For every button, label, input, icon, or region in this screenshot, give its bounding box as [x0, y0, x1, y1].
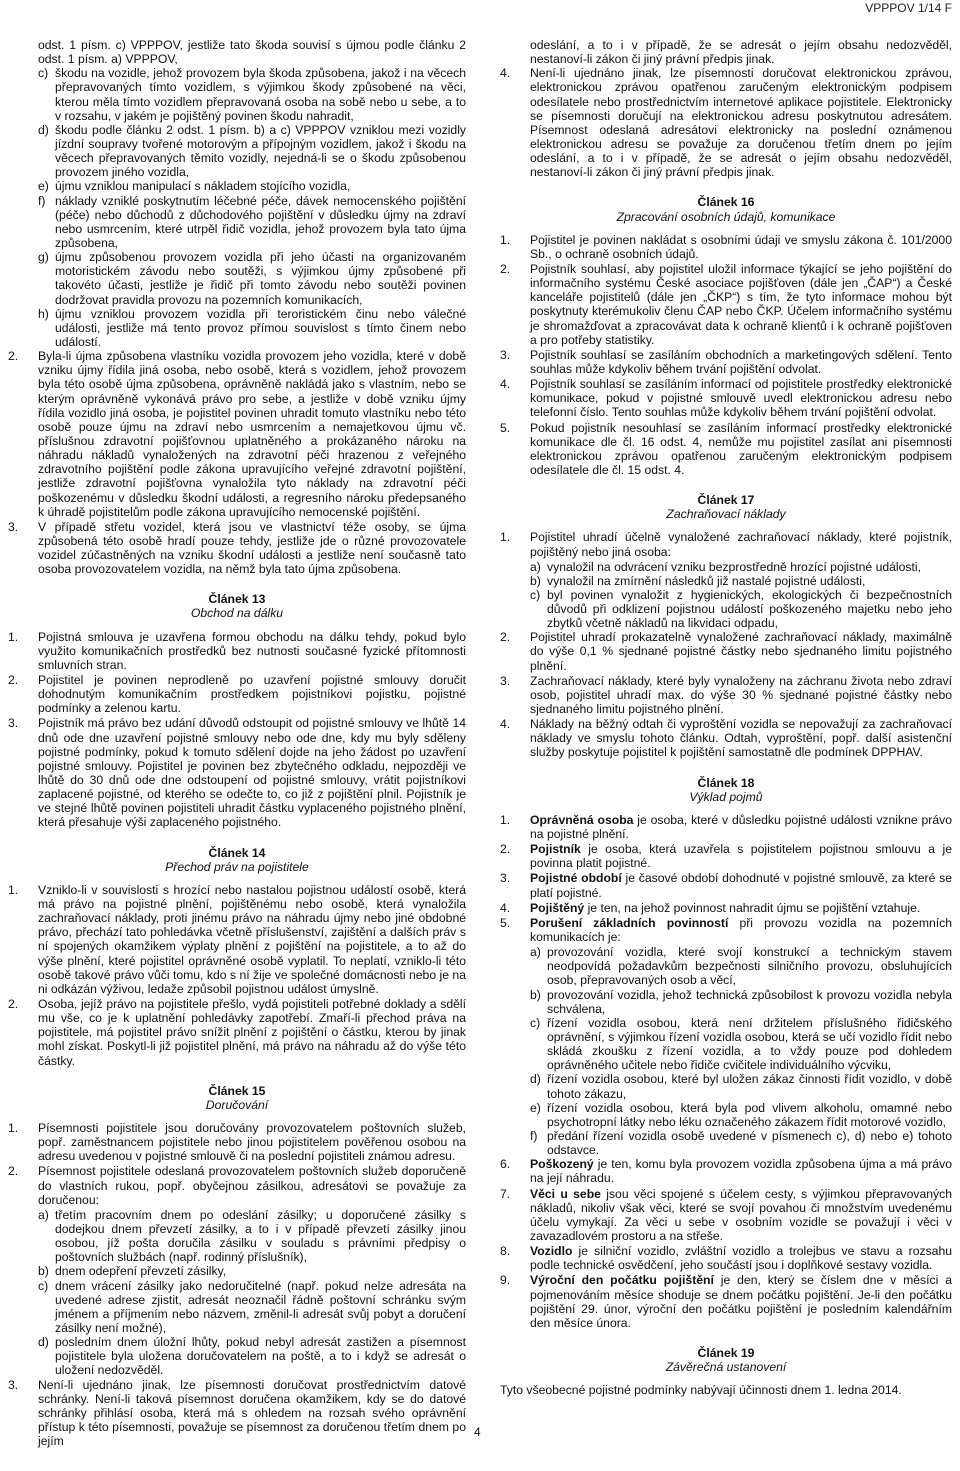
list-item: d) posledním dnem úložní lhůty, pokud nebyl adresát zastižen a písemnost pojistitele byla uložena doručovatelem na poště, a to i když se adresát o uložení nedozvěděl. — [38, 1335, 466, 1378]
list-item: 1. Pojistitel uhradí účelně vynaložené zachraňovací náklady, které pojistník, pojištěný nebo jiná osoba: — [500, 530, 952, 559]
definition-item: 1. Oprávněná osoba je osoba, které v důsledku pojistné události vznikne právo na pojistné plnění. — [500, 812, 952, 842]
article-18-heading: Článek 18 Výklad pojmů — [689, 775, 763, 804]
list-item: 3. Zachraňovací náklady, které byly vynaloženy na záchranu života nebo zdraví osob, pojistitel uhradí max. do výše 30 % sjednané pojistné částky nebo sjednaného limitu pojistného plnění. — [500, 673, 952, 717]
list-item: 4. Náklady na běžný odtah či vyproštění vozidla se nepovažují za zachraňovací náklady ve smyslu tohoto článku. Odtah, vyproštění, popř. další asistenční služby poskytuje pojistitel k pojištění samostatně dle podmínek DPPHAV. — [500, 717, 952, 760]
article-17-heading: Článek 17 Zachraňovací náklady — [666, 493, 786, 522]
article-13-heading: Článek 13 Obchod na dálku — [190, 592, 284, 621]
definition-item: 3. Pojistné období je časové období dohodnuté v pojistné smlouvě, za které se platí pojistné. — [500, 871, 953, 900]
final-provision-text: Tyto všeobecné pojistné podmínky nabývají účinnosti dnem 1. ledna 2014. — [500, 1383, 902, 1398]
list-item: h) újmu vzniklou provozem vozidla při teroristickém činu nebo válečné události, jestliže má tento provoz přímou souvislost s tímto činem nebo událostí. — [38, 306, 466, 349]
list-item: a) třetím pracovním dnem po odeslání zásilky; u doporučené zásilky s dodejkou dnem převzetí zásilky, a to i v případě převzetí zásilky jinou osobou, jíž pošta doručila zásilku v souladu s právními předpisy o poštovních službách (např. rodinný příslušník), — [38, 1207, 466, 1265]
list-item: a) vynaložil na odvrácení vzniku bezprostředně hrozící pojistné události, — [530, 559, 921, 574]
definition-item: 8. Vozidlo je silniční vozidlo, zvláštní vozidlo a trolejbus ve stavu a rozsahu podle technické osvědčení, jeho součástí jsou i doplňkové sestavy vozidla. — [500, 1244, 952, 1273]
list-item: c) řízení vozidla osobou, která není držitelem příslušného řidičského oprávnění, s výjimkou řízení vozidla osobou, která se učí vozidlo řídit nebo skládá zkoušku z řízení vozidla, a to vždy pouze pod dohledem oprávněného učitele nebo řidiče cvičitele individuálního výcviku, — [530, 1015, 952, 1073]
list-item: 2. Byla-li újma způsobena vlastníku vozidla provozem jeho vozidla, které v době vzniku újmy řídila jiná osoba, nebo osobě, která s vozidlem, jehož provozem byla této osobě újma způsobena, oprávněně nakládá jako s vlastním, nebo se kterým oprávněně vykonává právo pro sebe, a jestliže v době vzniku újmy řídila vozidlo jiná osoba, je pojistitel povinen uhradit tomuto vlastníku nebo této osobě pouze újmu na zdraví nebo usmrcením a nemajetkovou újmu vč. příslušnou zdravotní pojišťovnou uplatněného a prokázaného nároku na náhradu nákladů vynaložených na zdravotní péči hrazenou z veřejného zdravotního pojištění podle zákona upravujícího veřejné zdravotní pojištění, jestliže zdravotní pojišťovna vynaložila tyto náklady na zdravotní péči poškozenému v důsledku škodní události, a regresního nároku předepsaného k úhradě pojistitelům podle zákona upravujícího nemocenské pojištění. — [8, 349, 466, 519]
definition-item: 9. Výroční den počátku pojištění je den, který se číslem dne v měsíci a pojmenováním měsíce shoduje se dnem počátku pojištění. Je-li den počátku pojištění 29. únor, výroční den počátku pojištění je posledním kalendářním den měsíce února. — [500, 1273, 952, 1330]
article-19-heading: Článek 19 Závěrečná ustanovení — [665, 1345, 787, 1375]
list-item: 2. Pojistník souhlasí, aby pojistitel uložil informace týkající se jeho pojištění do informačního systému České asociace pojišťoven (dále jen „ČAP“) a České kanceláře pojistitelů (dále jen „ČKP“) s tím, že tyto informace mohou být poskytnuty kterémukoliv členu ČAP nebo ČKP. Účelem informačního systému je shromažďovat a zpracovávat data k ochraně klientů i k ochraně pojišťoven a pro potřeby statistiky. — [500, 261, 952, 347]
list-item: b) provozování vozidla, jehož technická způsobilost k provozu vozidla nebyla schválena, — [530, 987, 952, 1016]
article-14-heading: Článek 14 Přechod práv na pojistitele — [165, 845, 309, 874]
left-column — [8, 38, 466, 1449]
list-item: e) řízení vozidla osobou, která byla pod vlivem alkoholu, omamné nebo psychotropní látky nebo léku označeného zákazem řídit motorové vozidlo, — [530, 1100, 952, 1129]
list-item: 3. V případě střetu vozidel, která jsou ve vlastnictví téže osoby, se újma způsobená této osobě hradí pouze tehdy, jestliže jde o různé provozovatele vozidel zúčastněných na vzniku škodní události a jestliže není současně tato osoba provozovatelem vozidla, na němž byla tato újma způsobena. — [8, 519, 466, 577]
list-item: c) dnem vrácení zásilky jako nedoručitelné (např. pokud nelze adresáta na uvedené adrese zjistit, adresát neoznačil řádně poštovní schránku svým jménem a příjmením nebo názvem, změnil-li adresát svůj pobyt a doručení zásilky není možné), — [38, 1278, 466, 1335]
list-item: 1. Pojistná smlouva je uzavřena formou obchodu na dálku tehdy, pokud bylo využito komunikačních prostředků bez nutnosti současné fyzické přítomnosti smluvních stran. — [8, 629, 466, 672]
definition-item: 4. Pojištěný je ten, na jehož povinnost nahradit újmu se pojištění vztahuje. — [500, 900, 921, 915]
document-header: VPPPOV 1/14 F — [865, 1, 952, 15]
list-item: d) řízení vozidla osobou, které byl uložen zákaz činnosti řídit vozidlo, v době tohoto zákazu, — [530, 1072, 952, 1101]
list-item: c) škodu na vozidle, jehož provozem byla škoda způsobena, jakož i na věcech přepravovaných tímto vozidlem, s výjimkou škody způsobené na věci, kterou měla tímto vozidlem přepravovaná osoba na sobě nebo u sebe, a to v rozsahu, v jakém je pojištěný povinen škodu nahradit, — [38, 66, 466, 123]
list-item: d) škodu podle článku 2 odst. 1 písm. b) a c) VPPPOV vzniklou mezi vozidly jízdní soupravy tvořené motorovým a přípojným vozidlem, jakož i škodu na věcech přepravovaných těmito vozidly, nejedná-li se o škodu způsobenou provozem jiného vozidla, — [38, 122, 466, 180]
list-item: 1. Pojistitel je povinen nakládat s osobními údaji ve smyslu zákona č. 101/2000 Sb., o ochraně osobních údajů. — [500, 232, 952, 261]
list-item: f) předání řízení vozidla osobě uvedené v písmenech c), d) nebo e) tohoto odstavce. — [530, 1128, 952, 1158]
definition-item: 2. Pojistník je osoba, která uzavřela s pojistitelem pojistnou smlouvu a je povinna platit pojistné. — [500, 842, 952, 871]
page-number: 4 — [474, 1425, 481, 1439]
list-item: 5. Pokud pojistník nesouhlasí se zasíláním informací prostředky elektronické komunikace dle čl. 16 odst. 4, nemůže mu pojistitel zasílat ani písemnosti elektronickou zprávou opatřenou zaručeným elektronickým podpisem odesílatele dle čl. 15 odst. 4. — [500, 420, 952, 477]
definition-item: 7. Věci u sebe jsou věci spojené s účelem cesty, s výjimkou přepravovaných nákladů, nikoliv však věci, které se svojí povahou či množstvím uvedenému účelu vymykají. Za věci u sebe v osobním vozidle se považují i věci v zavazadlovém prostoru a na střeše. — [500, 1186, 952, 1243]
list-item: b) vynaložil na zmírnění následků již nastalé pojistné události, — [530, 573, 866, 588]
list-item: a) provozování vozidla, které svojí konstrukcí a technickým stavem neodpovídá požadavkům bezpečnosti silničního provozu, obsluhujících osob, přepravovaných osob a věcí, — [530, 945, 952, 988]
list-item: 2. Pojistitel je povinen neprodleně po uzavření pojistné smlouvy doručit dohodnutým komunikačním prostředkem pojistníkovi pojistku, pojistné podmínky a zelenou kartu. — [8, 673, 466, 716]
article-16-heading: Článek 16 Zpracování osobních údajů, komunikace — [616, 195, 836, 224]
list-item: 3. Pojistník má právo bez udání důvodů odstoupit od pojistné smlouvy ve lhůtě 14 dnů ode dne uzavření pojistné smlouvy nebo ode dne, kdy mu byly sděleny pojistné podmínky, pokud k tomuto sdělení dojde na jeho žádost po uzavření pojistné smlouvy. Pojistitel je povinen bez zbytečného odkladu, nejpozději ve lhůtě do 30 dnů ode dne odstoupení od pojistné smlouvy, vrátit pojistníkovi zaplacené pojistné, od kterého se odečte to, co již z pojištění plnil. Pojistník je ve stejné lhůtě povinen pojistiteli uhradit částku vyplaceného pojistného plnění, která přesahuje výši zaplaceného pojistného. — [8, 716, 466, 830]
right-column — [500, 38, 952, 1397]
list-item: 2. Pojistitel uhradí prokazatelně vynaložené zachraňovací náklady, maximálně do výše 0,1 % sjednané pojistné částky nebo sjednaného limitu pojistného plnění. — [500, 630, 952, 673]
continued-paragraph: odeslání, a to i v případě, že se adresát o jejím obsahu nedozvěděl, nestanoví-li zákon či jiný právní předpis jinak. — [530, 38, 952, 67]
list-item: 1. Vzniklo-li v souvislosti s hrozící nebo nastalou pojistnou událostí osobě, která má právo na pojistné plnění, pojištěnému nebo osobě, která vynaložila zachraňovací náklady, proti jinému právo na náhradu újmy nebo jiné obdobné právo, přechází tato pohledávka včetně příslušenství, zajištění a dalších práv s ní spojených okamžikem výplaty plnění z pojištění na pojistitele, a to až do výše plnění, které pojistitel oprávněné osobě vyplatil. To neplatí, vzniklo-li této osobě takové právo vůči tomu, kdo s ní žije ve společné domácnosti nebo je na ni odkázán výživou, ledaže způsobil pojistnou událost úmyslně. — [8, 882, 466, 996]
list-item: 3. Není-li ujednáno jinak, lze písemnosti doručovat prostřednictvím datové schránky. Není-li taková písemnost doručena okamžikem, kdy se do datové schránky přihlásí osoba, která má s ohledem na rozsah svého oprávnění přístup k této písemnosti, považuje se písemnost za doručenou třetím dnem po jejím — [8, 1377, 466, 1449]
list-item: 4. Pojistník souhlasí se zasíláním informací od pojistitele prostředky elektronické komunikace, pokud v pojistné smlouvě uvedl elektronickou adresu nebo telefonní číslo. Tento souhlas může kdykoliv během trvání pojištění odvolat. — [500, 377, 952, 420]
list-item: b) dnem odepření převzetí zásilky, — [38, 1264, 227, 1279]
list-item: e) újmu vzniklou manipulací s nákladem stojícího vozidla, — [38, 179, 351, 194]
list-item: c) byl povinen vynaložit z hygienických, ekologických či bezpečnostních důvodů při odklizení pojistnou událostí poškozeného majetku nebo jeho zbytků včetně nákladů na likvidaci odpadu, — [530, 587, 952, 631]
list-item: 2. Osoba, jejíž právo na pojistitele přešlo, vydá pojistiteli potřebné doklady a sdělí mu vše, co je k uplatnění pohledávky zapotřebí. Zmaří-li přechod práva na pojistitele, má pojistitel právo snížit plnění z pojištění o částku, kterou by jinak mohl získat. Poskytl-li již pojistitel plnění, má právo na náhradu až do výše této částky. — [8, 997, 466, 1068]
list-item: 4. Není-li ujednáno jinak, lze písemnosti doručovat elektronickou zprávou, elektronickou zprávou opatřenou zaručeným elektronickým podpisem odesílatele nebo prostřednictvím internetové aplikace pojistitele. Elektronicky se písemnosti doručují na elektronickou adresu poskytnutou adresátem. Písemnost odeslaná adresátovi elektronicky na poslední oznámenou elektronickou adresu se považuje za doručenou třetím dnem po jejím odeslání, a to i v případě, že se adresát o jejím obsahu nedozvěděl, nestanoví-li zákon či jiný právní předpis jinak. — [500, 66, 952, 180]
list-item: g) újmu způsobenou provozem vozidla při jeho účasti na organizovaném motoristickém závodu nebo soutěži, s výjimkou újmy způsobené při takovéto účasti, jestliže je řidič při tomto závodu nebo soutěži povinen dodržovat pravidla provozu na pozemních komunikacích, — [38, 250, 466, 307]
definition-item: 5. Porušení základních povinností při provozu vozidla na pozemních komunikacích je: — [500, 915, 953, 945]
list-item: f) náklady vzniklé poskytnutím léčebné péče, dávek nemocenského pojištění (péče) nebo důchodů z důchodového pojištění v důsledku újmy na zdraví nebo usmrcením, které utrpěl řidič vozidla, jehož provozem byla tato újma způsobena, — [38, 193, 466, 250]
list-item: 2. Písemnost pojistitele odeslaná provozovatelem poštovních služeb doporučeně do vlastních rukou, popř. obyčejnou zásilkou, adresátovi se považuje za doručenou: — [8, 1164, 466, 1207]
intro-paragraph: odst. 1 písm. c) VPPPOV, jestliže tato škoda souvisí s újmou podle článku 2 odst. 1 písm. a) VPPPOV, — [38, 38, 466, 67]
list-item: 1. Písemnosti pojistitele jsou doručovány provozovatelem poštovních služeb, popř. zaměstnancem pojistitele nebo jinou pojistitelem pověřenou osobou na adresu uvedenou v pojistné smlouvě či na poslední pojistiteli známou adresu. — [8, 1120, 466, 1164]
definition-item: 6. Poškozený je ten, komu byla provozem vozidla způsobena újma a má právo na její náhradu. — [500, 1157, 952, 1186]
article-15-heading: Článek 15 Doručování — [205, 1083, 269, 1112]
list-item: 3. Pojistník souhlasí se zasíláním obchodních a marketingových sdělení. Tento souhlas může kdykoliv během trvání pojištění odvolat. — [500, 347, 952, 376]
